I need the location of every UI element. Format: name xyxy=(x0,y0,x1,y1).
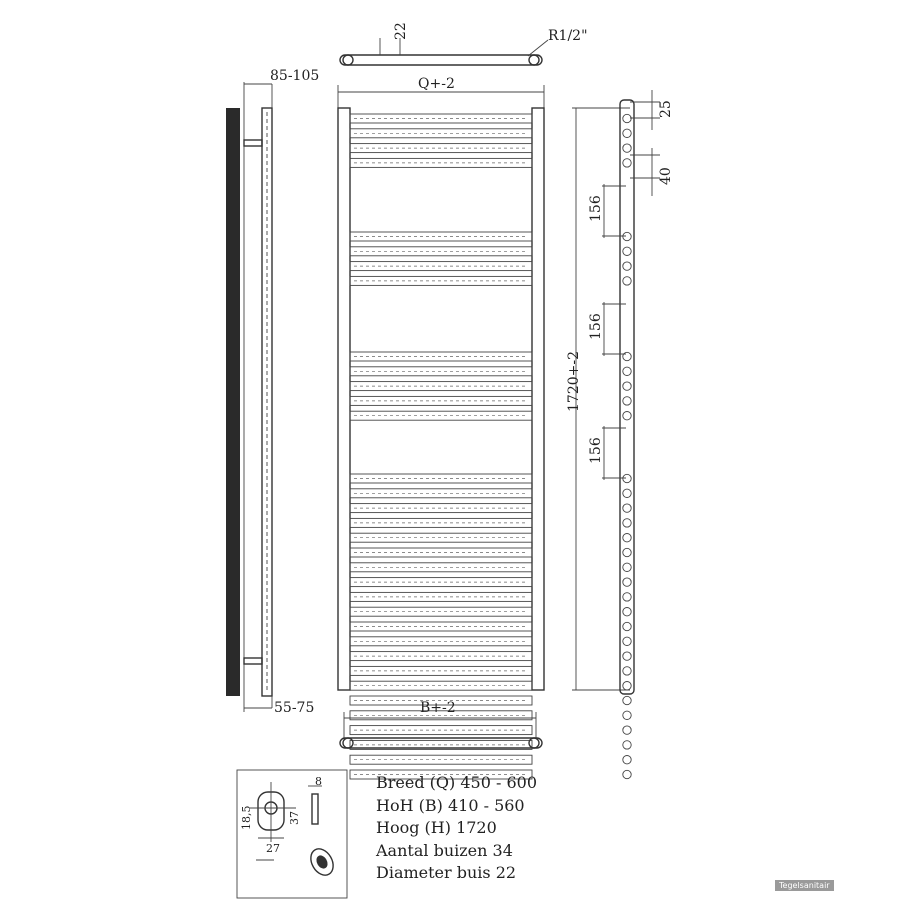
group-gap-2-label: 156 xyxy=(588,313,604,340)
hoh-label: B+-2 xyxy=(420,700,456,716)
collector-hole xyxy=(623,548,631,556)
collector-hole xyxy=(623,232,631,240)
collector-hole xyxy=(623,622,631,630)
bracket-hole-offset-label: 18,5 xyxy=(240,805,253,830)
collector-hole xyxy=(623,114,631,122)
collector-hole xyxy=(623,741,631,749)
collector-hole xyxy=(623,667,631,675)
collector-hole xyxy=(623,652,631,660)
spec-height: Hoog (H) 1720 xyxy=(376,818,497,837)
collector-hole xyxy=(623,262,631,270)
collector-hole xyxy=(623,726,631,734)
collector-hole xyxy=(623,637,631,645)
collector-hole xyxy=(623,277,631,285)
tube-rows xyxy=(350,114,532,779)
collector-hole xyxy=(623,159,631,167)
collector-hole xyxy=(623,563,631,571)
collector-hole xyxy=(623,129,631,137)
collector-hole xyxy=(623,593,631,601)
watermark: Tegelsanitair xyxy=(775,880,834,891)
collector-hole xyxy=(623,756,631,764)
collector-hole xyxy=(623,382,631,390)
collector-hole xyxy=(623,474,631,482)
spec-hoh: HoH (B) 410 - 560 xyxy=(376,795,525,815)
collector-hole xyxy=(623,682,631,690)
collector-hole xyxy=(623,247,631,255)
bracket-detail xyxy=(237,770,347,898)
bracket-width-label: 8 xyxy=(315,775,322,788)
collector-hole xyxy=(623,534,631,542)
group-gap-3-label: 156 xyxy=(588,437,604,464)
collector-hole xyxy=(623,578,631,586)
collector-holes xyxy=(623,114,631,778)
group-gap-1-label: 156 xyxy=(588,195,604,222)
collector-hole xyxy=(623,144,631,152)
width-dimension xyxy=(338,76,544,110)
spec-tube-count: Aantal buizen 34 xyxy=(376,840,513,860)
collector-hole xyxy=(623,711,631,719)
wall-offset-top-label: 85-105 xyxy=(270,68,320,84)
thread-label: R1/2" xyxy=(548,28,588,44)
collector-hole xyxy=(623,519,631,527)
top-spacing-label: 25 xyxy=(658,100,674,118)
collector-hole xyxy=(623,504,631,512)
collector-hole xyxy=(623,412,631,420)
side-view xyxy=(226,68,319,716)
pipe-diameter-label: 22 xyxy=(393,22,409,40)
collector-hole xyxy=(623,608,631,616)
bracket-depth-label: 27 xyxy=(266,842,280,855)
spec-width: Breed (Q) 450 - 600 xyxy=(376,773,538,792)
collector-hole xyxy=(623,489,631,497)
collector-hole xyxy=(623,770,631,778)
wall-offset-bottom-label: 55-75 xyxy=(274,700,315,716)
collector-hole xyxy=(623,397,631,405)
bracket-height-label: 37 xyxy=(288,811,301,825)
tube-spacing-label: 40 xyxy=(658,167,674,185)
collector-hole xyxy=(623,367,631,375)
collector-hole xyxy=(623,696,631,704)
spec-tube-diameter: Diameter buis 22 xyxy=(376,863,517,882)
spec-list xyxy=(376,772,537,885)
front-view xyxy=(338,108,544,779)
width-label: Q+-2 xyxy=(418,76,455,92)
collector-profile xyxy=(566,90,674,779)
height-label: 1720+-2 xyxy=(566,351,582,412)
top-pipe-view xyxy=(340,22,588,65)
